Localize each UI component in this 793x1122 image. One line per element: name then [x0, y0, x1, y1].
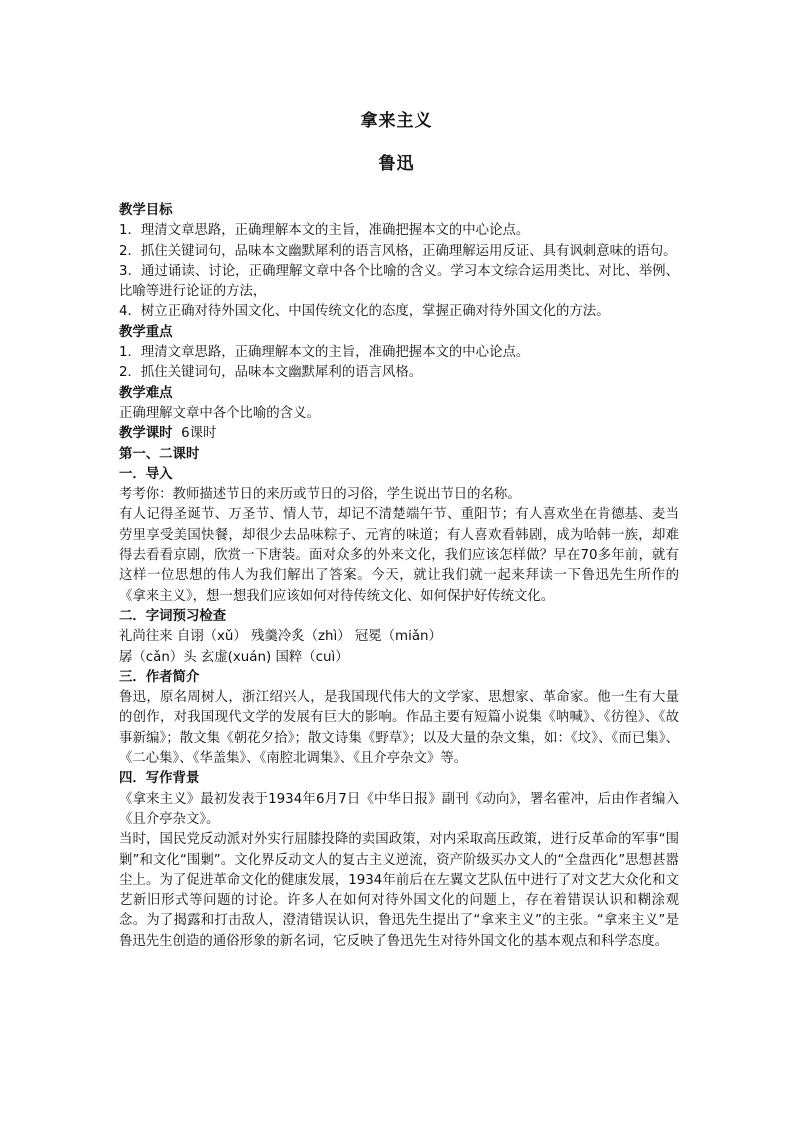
words-heading: 二．字词预习检查 — [119, 608, 227, 624]
intro-paragraph: 考考你：教师描述节日的来历或节日的习俗，学生说出节日的名称。 — [119, 487, 521, 503]
goal-item: 1．理清文章思路，正确理解本文的主旨，准确把握本文的中心论点。 — [119, 223, 530, 239]
goal-item: 4．树立正确对待外国文化、中国传统文化的态度，掌握正确对待外国文化的方法。 — [119, 304, 610, 320]
key-point: 1．理清文章思路，正确理解本文的主旨，准确把握本文的中心论点。 — [119, 345, 530, 361]
words-line: 孱（cǎn）头 玄虚(xuán) 国粹（cuì） — [119, 649, 349, 665]
words-line: 礼尚往来 自诩（xǔ） 残羹冷炙（zhì） 冠冕（miǎn） — [119, 629, 442, 645]
hours-line — [119, 424, 679, 444]
goal-item: 2．抓住关键词句，品味本文幽默犀利的语言风格，正确理解运用反证、具有讽刺意味的语句。 — [119, 243, 677, 259]
intro-paragraph: 有人记得圣诞节、万圣节、情人节，却记不清楚端午节、重阳节；有人喜欢坐在肯德基、麦当劳里享受美国快餐，却很少去品味粽子、元宵的味道；有人喜欢看韩剧，成为哈韩一族，却难得去看看京剧，欣赏一下唐装。面对众多的外来文化，我们应该怎样做？早在70多年前，就有这样一位思想的伟人为我们解出了答案。今天，就让我们就一起来拜读一下鲁迅先生所作的《拿来主义》，想一想我们应该如何对待传统文化、如何保护好传统文化。 — [119, 507, 679, 604]
author-paragraph: 鲁迅，原名周树人，浙江绍兴人，是我国现代伟大的文学家、思想家、革命家。他一生有大量的创作，对我国现代文学的发展有巨大的影响。作品主要有短篇小说集《呐喊》、《彷徨》、《故事新编》；散文集《朝花夕拾》；散文诗集《野草》；以及大量的杂文集，如：《坟》、《而已集》、《二心集》、《华盖集》、《南腔北调集》、《且介亭杂文》等。 — [119, 690, 679, 767]
lesson-heading: 第一、二课时 — [119, 446, 200, 462]
background-heading: 四．写作背景 — [119, 771, 200, 787]
background-paragraph: 当时，国民党反动派对外实行屈膝投降的卖国政策，对内采取高压政策，进行反革命的军事“围剿”和文化“围剿”。文化界反动文人的复古主义逆流，资产阶级买办文人的“全盘西化”思想甚嚣尘上。为了促进革命文化的健康发展，1934年前后在左翼文艺队伍中进行了对文艺大众化和文艺新旧形式等问题的讨论。许多人在如何对待外国文化的问题上，存在着错误认识和糊涂观念。为了揭露和打击敌人，澄清错误认识，鲁迅先生提出了“拿来主义”的主张。“拿来主义”是鲁迅先生创造的通俗形象的新名词，它反映了鲁迅先生对待外国文化的基本观点和科学态度。 — [119, 832, 679, 949]
document-body — [119, 201, 679, 952]
author-heading: 三．作者简介 — [119, 669, 200, 685]
key-point: 2．抓住关键词句，品味本文幽默犀利的语言风格。 — [119, 365, 423, 381]
hours-value: 6课时 — [181, 426, 217, 442]
background-paragraph: 《拿来主义》最初发表于1934年6月7日《中华日报》副刊《动向》，署名霍冲，后由作者编入《且介亭杂文》。 — [119, 791, 679, 827]
intro-heading: 一．导入 — [119, 466, 173, 482]
goals-heading: 教学目标 — [119, 203, 173, 218]
goal-item: 3．通过诵读、讨论，正确理解文章中各个比喻的含义。学习本文综合运用类比、对比、举例、比喻等进行论证的方法， — [119, 263, 679, 300]
difficulty-text: 正确理解文章中各个比喻的含义。 — [119, 405, 320, 421]
document-author: 鲁迅 — [378, 154, 415, 174]
key-heading: 教学重点 — [119, 324, 173, 340]
hours-heading: 教学课时 — [119, 426, 173, 442]
difficulty-heading: 教学难点 — [119, 385, 173, 401]
document-title: 拿来主义 — [360, 111, 433, 131]
